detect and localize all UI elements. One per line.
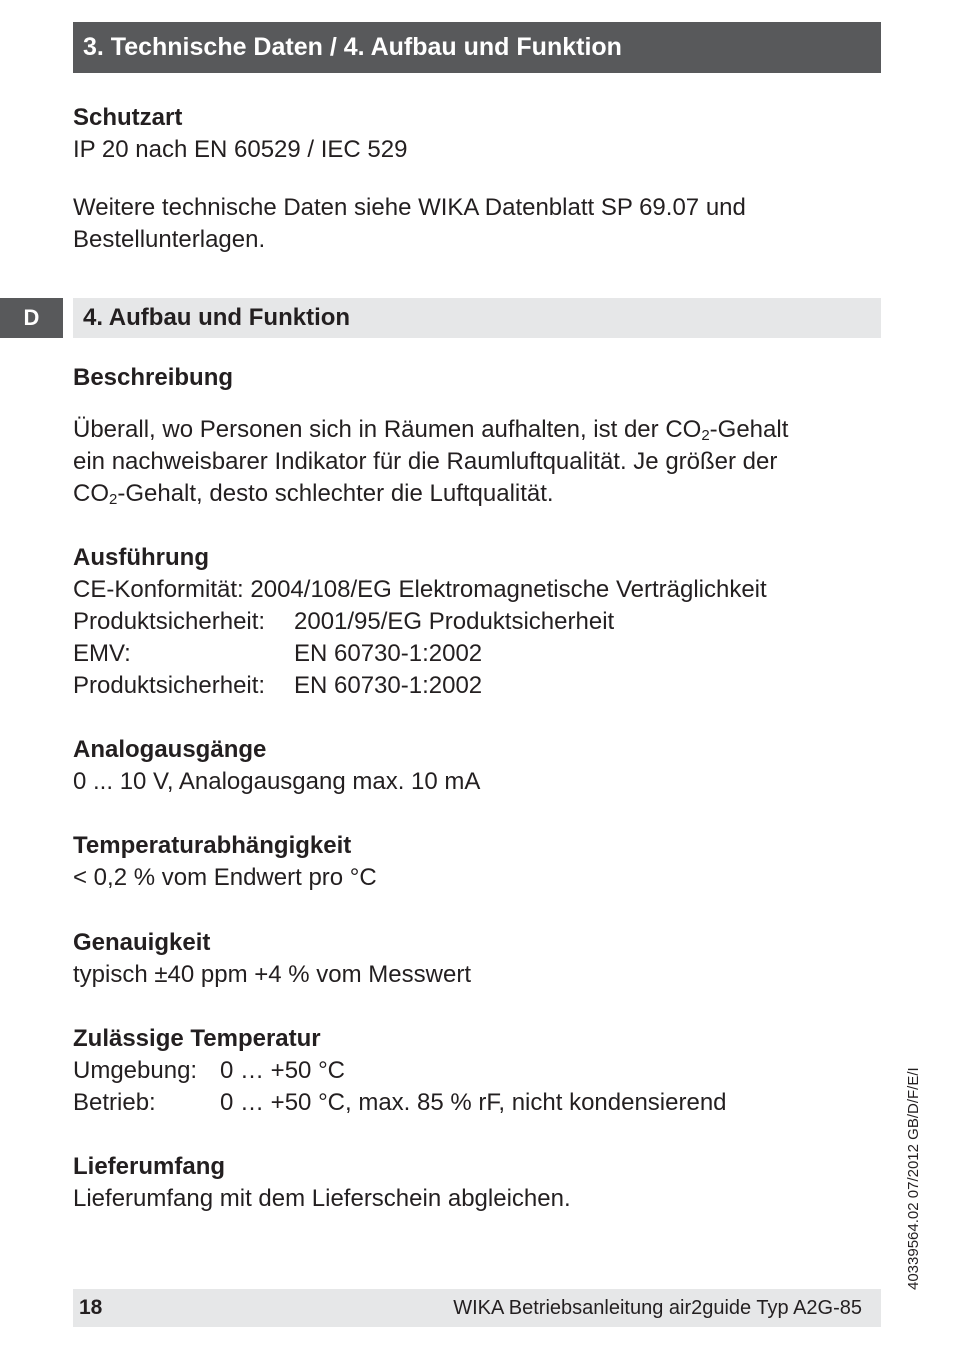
analog-text: 0 ... 10 V, Analogausgang max. 10 mA bbox=[73, 768, 481, 795]
weitere-line-1: Weitere technische Daten siehe WIKA Datenblatt SP 69.07 und bbox=[73, 194, 746, 221]
analog-heading: Analogausgänge bbox=[73, 736, 267, 763]
lieferumfang-text: Lieferumfang mit dem Lieferschein abgleichen. bbox=[73, 1185, 571, 1212]
temperatur-label: Betrieb: bbox=[73, 1089, 156, 1116]
temperaturabhaengigkeit-heading: Temperaturabhängigkeit bbox=[73, 832, 352, 859]
ausfuehrung-heading: Ausführung bbox=[73, 544, 209, 571]
beschreibung-heading: Beschreibung bbox=[73, 364, 234, 391]
document-code: 40339564.02 07/2012 GB/D/F/E/I bbox=[905, 1067, 922, 1290]
language-tab: D bbox=[0, 298, 63, 338]
ausfuehrung-value: 2001/95/EG Produktsicherheit bbox=[294, 608, 615, 635]
ausfuehrung-label: Produktsicherheit: bbox=[73, 608, 266, 635]
lieferumfang-heading: Lieferumfang bbox=[73, 1153, 226, 1180]
header-title: 3. Technische Daten / 4. Aufbau und Funktion bbox=[83, 33, 622, 61]
temperatur-value: 0 … +50 °C, max. 85 % rF, nicht kondensierend bbox=[220, 1089, 727, 1116]
genauigkeit-text: typisch ±40 ppm +4 % vom Messwert bbox=[73, 961, 471, 988]
footer-title: WIKA Betriebsanleitung air2guide Typ A2G-85 bbox=[453, 1297, 862, 1319]
temperatur-label: Umgebung: bbox=[73, 1057, 198, 1084]
page-header bbox=[73, 22, 881, 73]
schutzart-text: IP 20 nach EN 60529 / IEC 529 bbox=[73, 136, 408, 163]
weitere-line-2: Bestellunterlagen. bbox=[73, 226, 266, 253]
section-4-title: 4. Aufbau und Funktion bbox=[83, 304, 351, 331]
beschreibung-line-3: $CO_2$-Gehalt, desto schlechter die Luftqualität. bbox=[73, 480, 554, 508]
ausfuehrung-label: Produktsicherheit: bbox=[73, 672, 266, 699]
ausfuehrung-row-ce: CE-Konformität: 2004/108/EG Elektromagnetische Verträglichkeit bbox=[73, 576, 767, 603]
page-number: 18 bbox=[79, 1296, 103, 1319]
beschreibung-line-1: Überall, wo Personen sich in Räumen aufhalten, ist der $CO_2$-Gehalt bbox=[73, 416, 789, 444]
beschreibung-line-2: ein nachweisbarer Indikator für die Raumluftqualität. Je größer der bbox=[73, 448, 778, 475]
ausfuehrung-value: EN 60730-1:2002 bbox=[294, 672, 483, 699]
ausfuehrung-value: EN 60730-1:2002 bbox=[294, 640, 483, 667]
genauigkeit-heading: Genauigkeit bbox=[73, 929, 211, 956]
zulaessige-temperatur-heading: Zulässige Temperatur bbox=[73, 1025, 321, 1052]
ausfuehrung-label: EMV: bbox=[73, 640, 131, 667]
section-4-bar bbox=[73, 298, 881, 338]
schutzart-heading: Schutzart bbox=[73, 104, 183, 131]
temperaturabhaengigkeit-text: < 0,2 % vom Endwert pro °C bbox=[73, 864, 377, 891]
temperatur-value: 0 … +50 °C bbox=[220, 1057, 345, 1084]
